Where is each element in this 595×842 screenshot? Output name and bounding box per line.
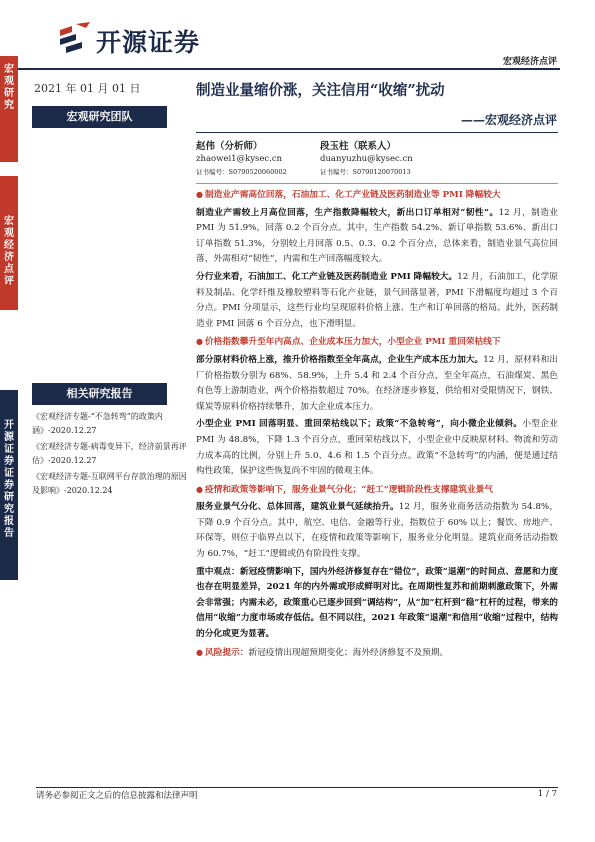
brand-logo (56, 22, 216, 56)
analyst-name: 赵伟（分析师） (196, 141, 263, 152)
bullet-icon: ● (196, 190, 203, 199)
brand-name: 开源证券 (96, 28, 201, 57)
bullet-icon: ● (196, 647, 203, 657)
report-body (196, 187, 558, 663)
side-tab-bottom-label: 开源证券 证券研究报告 (4, 420, 14, 539)
risk-note: ● 风险提示：新冠疫情出现超预期变化；海外经济修复不及预期。 (196, 647, 449, 658)
analyst-cert: 证书编号：S0790120070013 (320, 168, 411, 176)
paragraph: 制造业产需较上月高位回落，生产指数降幅较大，新出口订单相对“韧性”。12 月，制造业 PMI 为 51.9%，回落 0.2 个百分点。其中，生产指数 54.2%、新订单指数 53.6%、新出口订单指数 51.3%，分别较上月回落 0.5、0.3、0.2 个百分点，总体来看，制造业景气高位回落，外需相对“韧性”，内需和生产回落幅度较大。 (196, 207, 558, 265)
analyst-divider (196, 183, 558, 184)
related-reports-list (32, 410, 192, 500)
section-heading: ● 价格指数攀升至年内高点、企业成本压力加大，小型企业 PMI 重回荣枯线下 (196, 337, 501, 348)
side-tab-top (0, 56, 18, 162)
side-tab-mid-label: 宏观经济点评 (4, 216, 14, 287)
analyst-name: 段玉柱（联系人） (320, 141, 397, 152)
paragraph: 部分原材料价格上涨，推升价格指数至全年高点，企业生产成本压力加大。12 月，原材料和出厂价格指数分别为 68%、58.9%，上升 5.4 和 2.4 个百分点，至全年高点，石油煤炭、黑色有色等上游制造业，两个价格指数超过 70%。在经济逐步修复，供给相对受限情况下，钢铁、煤炭等原料价格持续攀升，加大企业成本压力。 (196, 354, 558, 412)
analyst-card (196, 140, 287, 179)
analyst-email[interactable]: zhaowei1@kysec.cn (196, 154, 283, 164)
key-view-paragraph: 重中观点：新冠疫情影响下，国内外经济修复存在“错位”，政策“退潮”的时间点、意愿和力度也存在明显差异，2021 年的内外需或形成鲜明对比。在周期性复苏和前期刺激政策下，外需会非常强；内需未必，政策重心已逐步回到“调结构”，从“加”杠杆到“稳”杠杆的过程，带来的信用“收缩”力度市场或存低估。但不同以往，2021 年政策“退潮”和信用“收缩”过程中，结构的分化或更为显著。 (196, 566, 558, 640)
side-tab-mid (0, 176, 18, 310)
paragraph: 分行业来看，石油加工、化工产业链及医药制造业 PMI 降幅较大。12 月，石油加工，化学原料及制品、化学纤维及橡胶塑料等石化产业链，景气回落显著，PMI 下滑幅度均超过 3 个百分点。PMI 分项显示，这些行业均呈现原料价格上涨、生产和订单回落的格局。此外，医药制造业 PMI 回落 6 个百分点，也下滑明显。 (196, 271, 558, 329)
report-type: 宏观经济点评 (502, 57, 557, 67)
related-reports-title: 相关研究报告 (32, 383, 167, 405)
side-tab-top-label: 宏观研究 (4, 64, 14, 111)
page-subtitle: ——宏观经济点评 (460, 113, 557, 127)
related-report-item[interactable]: 《宏观经济专题-病毒变异下，经济前景再评估》-2020.12.27 (32, 442, 187, 465)
header-divider (0, 68, 560, 70)
paragraph: 服务业景气分化、总体回落，建筑业景气延续抬升。12 月，服务业商务活动指数为 54.8%，下降 0.9 个百分点。其中，航空、电信、金融等行业，指数位于 60% 以上；餐饮、房地产、环保等，则位于临界点以下，在疫情和政策等影响下，服务业分化明显。建筑业商务活动指数为 60.7%，“赶工”逻辑或仍有阶段性支撑。 (196, 502, 559, 560)
report-date: 2021 年 01 月 01 日 (34, 82, 141, 95)
analyst-email[interactable]: duanyuzhu@kysec.cn (320, 154, 413, 164)
footer-disclaimer[interactable]: 请务必参阅正文之后的信息披露和法律声明 (36, 791, 198, 801)
brand-mark-icon (56, 22, 92, 56)
related-report-item[interactable]: 《宏观经济专题-互联网平台存款治理的原因及影响》-2020.12.24 (32, 472, 187, 495)
page-title: 制造业量缩价涨，关注信用“收缩”扰动 (196, 82, 445, 99)
side-tab-bottom (0, 390, 18, 580)
footer-divider (36, 787, 558, 788)
analyst-card (320, 140, 413, 179)
page-number: 1 / 7 (537, 789, 557, 799)
related-report-item[interactable]: 《宏观经济专题-“不急转弯”的政策内涵》-2020.12.27 (32, 412, 163, 435)
section-heading: ● 制造业产需高位回落，石油加工、化工产业链及医药制造业等 PMI 降幅较大 (196, 190, 501, 200)
analyst-cert: 证书编号：S0790520060002 (196, 168, 287, 176)
team-label: 宏观研究团队 (32, 106, 167, 128)
title-divider (196, 132, 558, 133)
bullet-icon: ● (196, 337, 203, 347)
bullet-icon: ● (196, 484, 203, 494)
paragraph: 小型企业 PMI 回落明显、重回荣枯线以下；政策“不急转弯”，向小微企业倾斜。小型企业 PMI 为 48.8%，下降 1.3 个百分点，重回荣枯线以下，小型企业中反映原材料、物流和劳动力成本高的比例，分别上升 5.0、4.6 和 1.5 个百分点。政策“不急转弯”的内涵，便是通过结构性政策，保护这些恢复尚不牢固的微观主体。 (196, 419, 558, 477)
section-heading: ● 疫情和政策等影响下，服务业景气分化；“赶工”逻辑阶段性支撑建筑业景气 (196, 484, 493, 495)
